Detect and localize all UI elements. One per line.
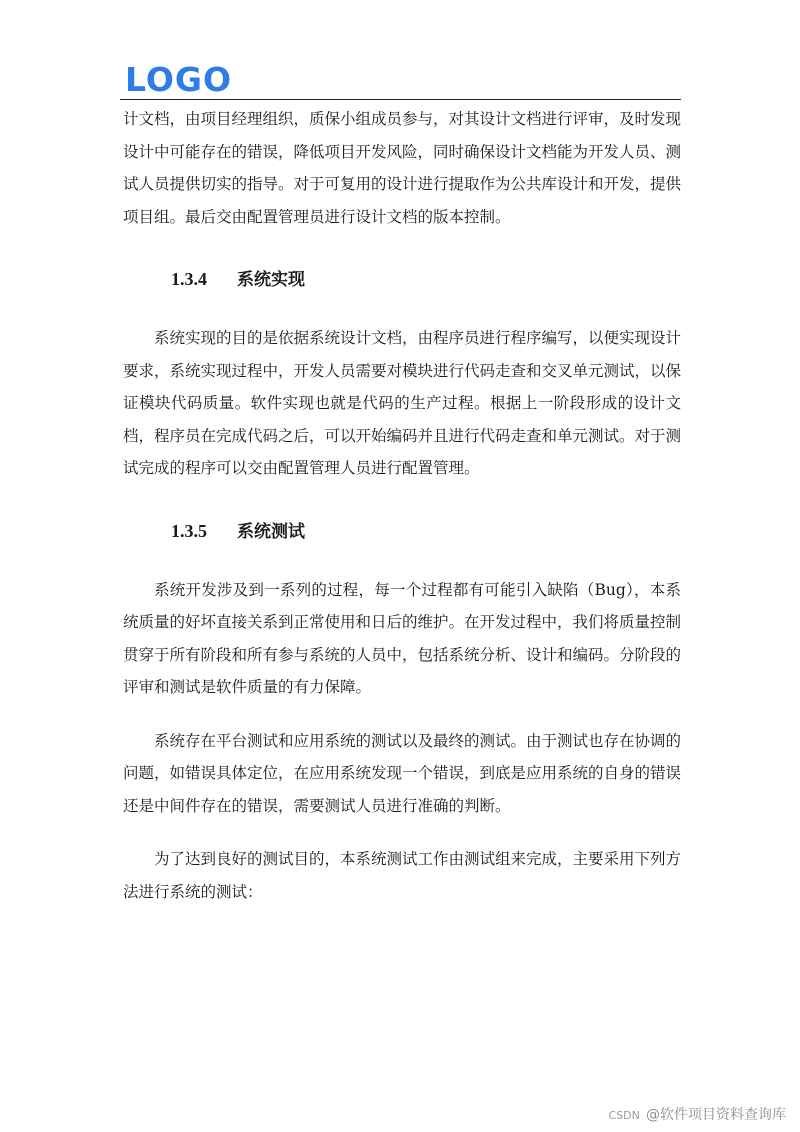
watermark-author: @软件项目资料查询库 (646, 1107, 786, 1123)
section-number: 1.3.4 (171, 269, 207, 289)
section-1-3-5-paragraph-2: 系统存在平台测试和应用系统的测试以及最终的测试。由于测试也存在协调的问题，如错误具体定位，在应用系统发现一个错误，到底是应用系统的自身的错误还是中间件存在的错误，需要测试人员进行准确的判断。 (123, 731, 682, 815)
section-1-3-5-paragraph-3: 为了达到良好的测试目的，本系统测试工作由测试组来完成，主要采用下列方法进行系统的测试： (123, 850, 682, 901)
intro-paragraph: 计文档，由项目经理组织，质保小组成员参与，对其设计文档进行评审，及时发现设计中可能存在的错误，降低项目开发风险，同时确保设计文档能为开发人员、测试人员提供切实的指导。对于可复用的设计进行提取作为公共库设计和开发，提供项目组。最后交由配置管理员进行设计文档的版本控制。 (123, 110, 682, 226)
section-heading-1-3-5 (123, 515, 681, 548)
section-1-3-5-paragraph-1: 系统开发涉及到一系列的过程，每一个过程都有可能引入缺陷（Bug），本系统质量的好坏直接关系到正常使用和日后的维护。在开发过程中，我们将质量控制贯穿于所有阶段和所有参与系统的人员中，包括系统分析、设计和编码。分阶段的评审和测试是软件质量的有力保障。 (123, 580, 682, 696)
watermark (608, 1104, 786, 1124)
section-heading-1-3-4 (123, 263, 681, 296)
logo: LOGO (125, 60, 233, 99)
section-title: 系统实现 (237, 270, 305, 290)
header-divider (120, 99, 681, 100)
section-title: 系统测试 (237, 521, 305, 542)
watermark-brand: CSDN (608, 1109, 640, 1122)
section-1-3-4-paragraph: 系统实现的目的是依据系统设计文档，由程序员进行程序编写，以便实现设计要求，系统实现过程中，开发人员需要对模块进行代码走查和交叉单元测试，以保证模块代码质量。软件实现也就是代码的生产过程。根据上一阶段形成的设计文档，程序员在完成代码之后，可以开始编码并且进行代码走查和单元测试。对于测试完成的程序可以交由配置管理人员进行配置管理。 (123, 329, 682, 477)
document-body (123, 103, 681, 908)
section-number: 1.3.5 (171, 520, 207, 541)
